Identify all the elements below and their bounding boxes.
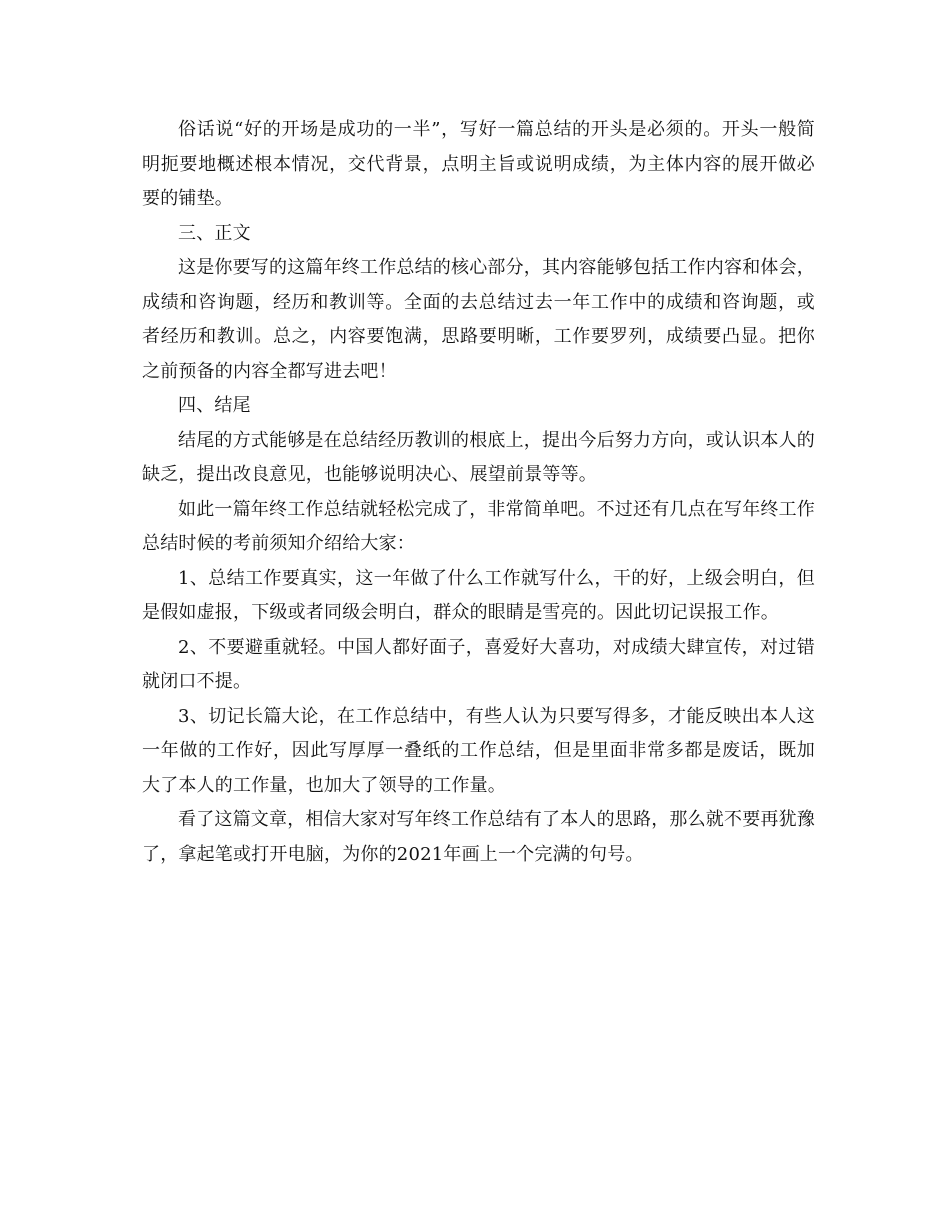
document-body (142, 113, 815, 872)
note-item-1: 1、总结工作要真实，这一年做了什么工作就写什么，干的好，上级会明白，但是假如虚报，下级或者同级会明白，群众的眼睛是雪亮的。因此切记误报工作。 (142, 567, 815, 623)
intro-paragraph: 俗话说“好的开场是成功的一半”，写好一篇总结的开头是必须的。开头一般简明扼要地概述根本情况，交代背景，点明主旨或说明成绩，为主体内容的展开做必要的铺垫。 (142, 119, 815, 209)
note-item-3: 3、切记长篇大论，在工作总结中，有些人认为只要写得多，才能反映出本人这一年做的工作好，因此写厚厚一叠纸的工作总结，但是里面非常多都是废话，既加大了本人的工作量，也加大了领导的工作量。 (142, 705, 815, 796)
note-item-2: 2、不要避重就轻。中国人都好面子，喜爱好大喜功，对成绩大肆宣传，对过错就闭口不提。 (142, 636, 815, 692)
section-heading-body: 三、正文 (178, 222, 251, 244)
closing-paragraph: 看了这篇文章，相信大家对写年终工作总结有了本人的思路，那么就不要再犹豫了，拿起笔或打开电脑，为你的2021年画上一个完满的句号。 (142, 809, 815, 865)
body-paragraph: 这是你要写的这篇年终工作总结的核心部分，其内容能够包括工作内容和体会，成绩和咨询题，经历和教训等。全面的去总结过去一年工作中的成绩和咨询题，或者经历和教训。总之，内容要饱满，思路要明晰，工作要罗列，成绩要凸显。把你之前预备的内容全都写进去吧！ (142, 257, 815, 382)
section-heading-ending: 四、结尾 (178, 395, 251, 416)
ending-paragraph: 结尾的方式能够是在总结经历教训的根底上，提出今后努力方向，或认识本人的缺乏，提出改良意见，也能够说明决心、展望前景等等。 (142, 429, 815, 485)
notes-intro-paragraph: 如此一篇年终工作总结就轻松完成了，非常简单吧。不过还有几点在写年终工作总结时候的考前须知介绍给大家： (142, 498, 815, 554)
